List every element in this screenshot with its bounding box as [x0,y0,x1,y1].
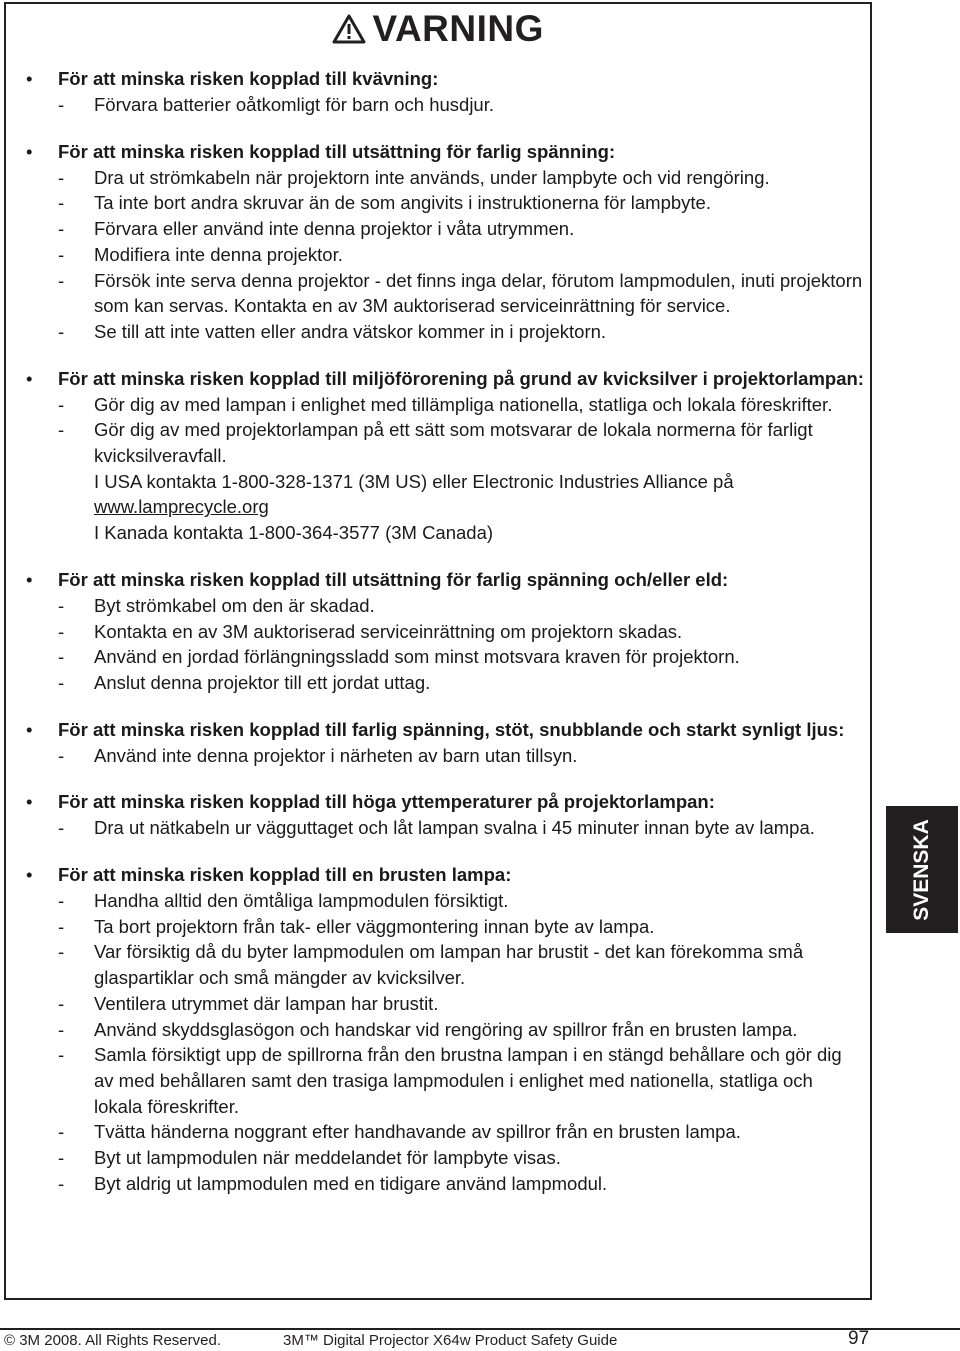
warning-title: VARNING [372,8,544,49]
dash-marker: - [58,419,65,441]
dash-marker: - [58,671,65,693]
section-heading: För att minska risken kopplad till kvävning: [58,68,439,89]
bullet-icon: • [26,568,33,590]
list-item-text: Ta bort projektorn från tak- eller väggmontering innan byte av lampa. [94,915,655,937]
list-item [58,593,866,619]
list-item [58,268,866,319]
recycle-link[interactable]: www.lamprecycle.org [94,496,269,518]
list-item [58,914,866,940]
usa-contact-text: I USA kontakta 1-800-328-1371 (3M US) eller Electronic Industries Alliance på [94,470,734,492]
list-item-text: Se till att inte vatten eller andra vätskor kommer in i projektorn. [94,320,607,342]
list-item [58,619,866,645]
list-item [58,92,866,118]
list-item [58,670,866,696]
section-heading: För att minska risken kopplad till höga yttemperaturer på projektorlampan: [58,791,715,813]
section-heading: För att minska risken kopplad till miljöförorening på grund av kvicksilver i projektorlampan: [58,367,864,389]
footer-divider [0,1328,960,1330]
warning-section [26,717,866,769]
dash-marker: - [58,1172,65,1194]
list-item-text: Byt aldrig ut lampmodulen med en tidigare använd lampmodul. [94,1172,608,1194]
list-item [58,939,866,990]
dash-marker: - [58,941,65,963]
dash-marker: - [58,817,65,839]
list-item-text: Gör dig av med lampan i enlighet med tillämpliga nationella, statliga och lokala föreskrifter. [94,393,833,415]
list-item-text: Var försiktig då du byter lampmodulen om lampan har brustit - det kan förekomma små glaspartiklar och små mängder av kvicksilver. [94,941,804,989]
dash-marker: - [58,744,65,766]
dash-marker: - [58,393,65,415]
warning-section [26,66,866,118]
canada-contact-text: I Kanada kontakta 1-800-364-3577 (3M Canada) [94,522,494,544]
dash-marker: - [58,1147,65,1169]
list-item [58,1042,866,1119]
section-heading: För att minska risken kopplad till utsättning för farlig spänning: [58,140,616,162]
list-item-text: Tvätta händerna noggrant efter handhavande av spillror från en brusten lampa. [94,1121,741,1143]
list-item [58,991,866,1017]
list-item-text: Använd en jordad förlängningssladd som minst motsvara kraven för projektorn. [94,646,740,668]
dash-marker: - [58,1018,65,1040]
list-item-text: Gör dig av med projektorlampan på ett sätt som motsvarar de lokala normerna för farligt kvicksilveravfall. [94,419,813,467]
list-item-text: Modifiera inte denna projektor. [94,243,343,265]
list-item-text: Dra ut strömkabeln när projektorn inte används, under lampbyte och vid rengöring. [94,166,770,188]
dash-marker: - [58,992,65,1014]
list-item [58,888,866,914]
warning-triangle-icon [332,14,366,44]
dash-marker: - [58,620,65,642]
list-item [58,815,866,841]
section-heading: För att minska risken kopplad till en brusten lampa: [58,864,512,886]
list-item-text: Använd skyddsglasögon och handskar vid rengöring av spillror från en brusten lampa. [94,1018,798,1040]
list-item [58,242,866,268]
warning-section [26,567,866,696]
warning-header [6,8,870,52]
list-item-text: Byt ut lampmodulen när meddelandet för lampbyte visas. [94,1147,561,1169]
bullet-icon: • [26,864,33,886]
list-item-text: Dra ut nätkabeln ur vägguttaget och låt lampan svalna i 45 minuter innan byte av lampa. [94,817,815,839]
dash-marker: - [58,243,65,265]
dash-marker: - [58,94,65,115]
dash-marker: - [58,594,65,616]
warning-frame [4,2,872,1300]
list-item [58,216,866,242]
dash-marker: - [58,890,65,912]
list-item-text: Kontakta en av 3M auktoriserad serviceinrättning om projektorn skadas. [94,620,683,642]
list-item [58,743,866,769]
list-item-text: Använd inte denna projektor i närheten av barn utan tillsyn. [94,744,578,766]
section-heading: För att minska risken kopplad till farlig spänning, stöt, snubblande och starkt synligt ljus: [58,718,845,740]
list-item-text: Handha alltid den ömtåliga lampmodulen försiktigt. [94,890,509,912]
list-item [58,392,866,418]
warning-section [26,789,866,841]
list-item-text: Ventilera utrymmet där lampan har brustit. [94,992,439,1014]
dash-marker: - [58,1121,65,1143]
list-item [58,1171,866,1197]
list-item [58,644,866,670]
list-item [58,1145,866,1171]
list-item [58,1017,866,1043]
language-tab [886,806,958,933]
list-item [58,165,866,191]
dash-marker: - [58,646,65,668]
language-tab-label: SVENSKA [910,818,933,921]
dash-marker: - [58,166,65,188]
footer-guide-title: 3M™ Digital Projector X64w Product Safety Guide [283,1332,618,1349]
list-item [58,190,866,216]
list-item-text: Försök inte serva denna projektor - det finns inga delar, förutom lampmodulen, inuti projektorn som kan servas. Kontakta en av 3M auktoriserad serviceinrättning för service. [94,269,863,317]
list-item [58,319,866,345]
list-item-text: Förvara eller använd inte denna projektor i våta utrymmen. [94,218,575,240]
list-item [58,1119,866,1145]
bullet-icon: • [26,68,33,89]
warning-content [26,66,866,1218]
list-item [58,417,866,468]
list-item-text: Förvara batterier oåtkomligt för barn och husdjur. [94,94,494,115]
bullet-icon: • [26,140,33,162]
warning-section [26,862,866,1196]
list-item-text: Ta inte bort andra skruvar än de som angivits i instruktionerna för lampbyte. [94,192,711,214]
footer-copyright: © 3M 2008. All Rights Reserved. [4,1332,221,1349]
page-number: 97 [848,1328,870,1349]
dash-marker: - [58,1044,65,1066]
list-item-text: Anslut denna projektor till ett jordat uttag. [94,671,431,693]
dash-marker: - [58,218,65,240]
dash-marker: - [58,915,65,937]
dash-marker: - [58,320,65,342]
bullet-icon: • [26,367,33,389]
warning-section [26,139,866,345]
bullet-icon: • [26,791,33,813]
dash-marker: - [58,192,65,214]
section-heading: För att minska risken kopplad till utsättning för farlig spänning och/eller eld: [58,568,729,590]
dash-marker: - [58,269,65,291]
list-item-text: Byt strömkabel om den är skadad. [94,594,375,616]
warning-section [26,366,866,546]
bullet-icon: • [26,718,33,740]
list-item-text: Samla försiktigt upp de spillrorna från den brustna lampan i en stängd behållare och gör dig av med behållaren samt den trasiga lampmodulen i enlighet med nationella, statliga och lokala föreskrifter. [94,1044,842,1117]
